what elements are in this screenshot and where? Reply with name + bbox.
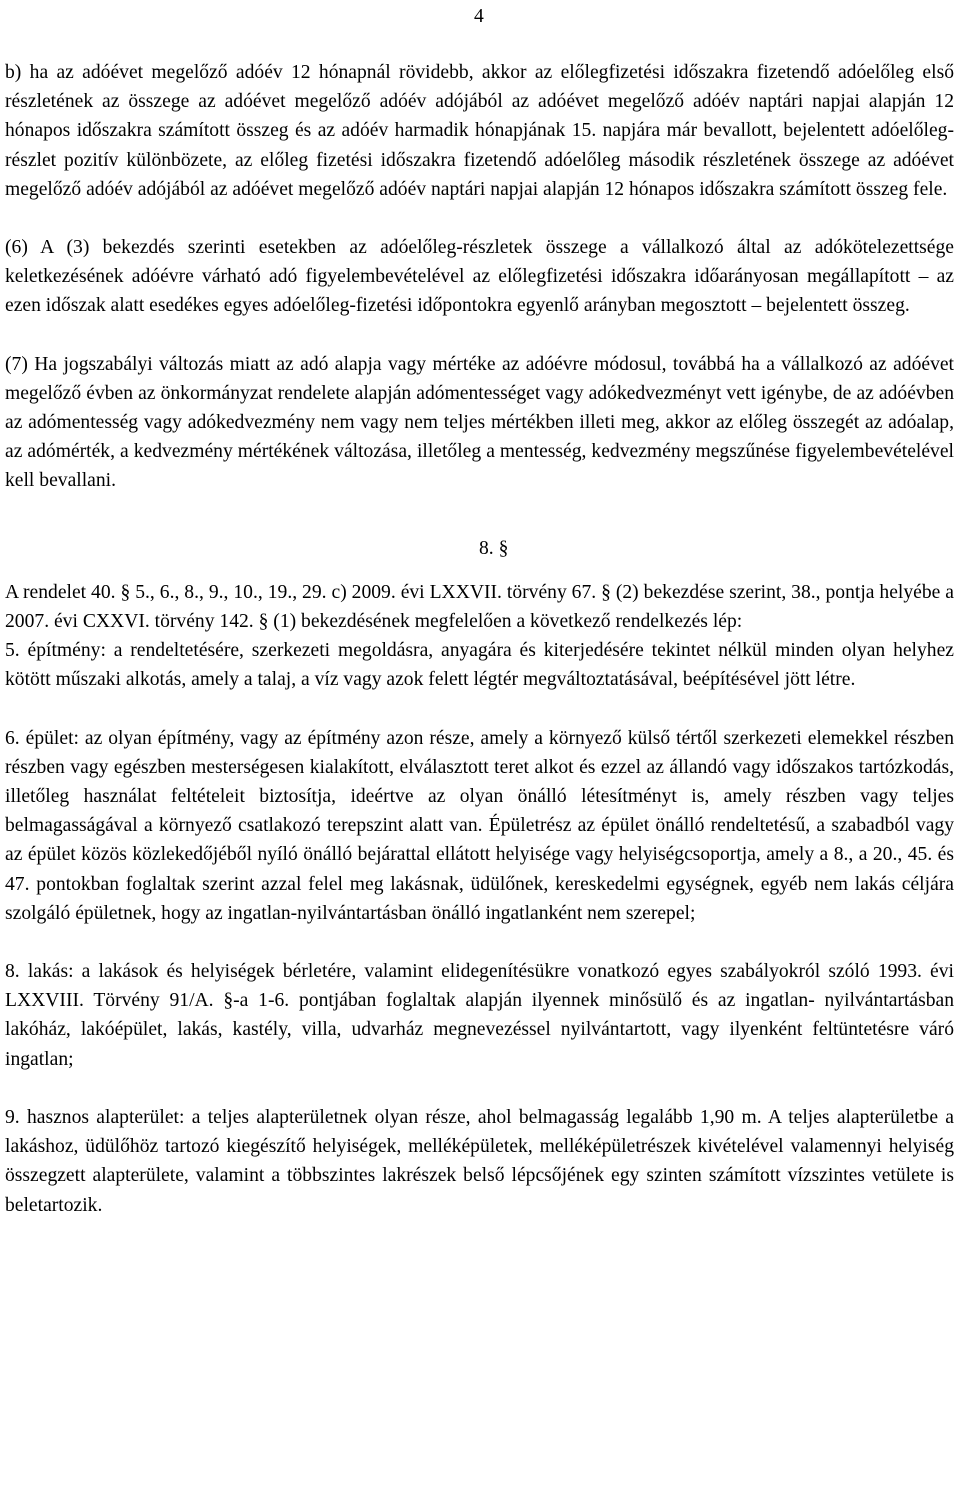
document-body (5, 58, 954, 1220)
page-number: 4 (474, 6, 484, 27)
amendment-intro: A rendelet 40. § 5., 6., 8., 9., 10., 19., 29. c) 2009. évi LXXVII. törvény 67. § (2) bekezdése szerint, 38., pontja helyébe a 2007. évi CXXVI. törvény 142. § (1) bekezdésének megfelelően a következő rendelkezés lép: (5, 581, 954, 633)
definition-9: 9. hasznos alapterület: a teljes alapterületnek olyan része, ahol belmagasság legalább 1,90 m. A teljes alapterületbe a lakáshoz, üdülőhöz tartozó kiegészítő helyiségek, melléképületek, melléképületrészek kivételével valamennyi helyiség összegzett alapterülete, valamint a többszintes lakrészek belső lépcsőjének egy szinten számított vízszintes vetülete is beletartozik. (5, 1106, 954, 1216)
definition-5: 5. építmény: a rendeltetésére, szerkezeti megoldásra, anyagára és kiterjedésére tekintet nélkül minden olyan helyhez kötött műszaki alkotás, amely a talaj, a víz vagy azok felett légtér megváltoztatásával, beépítésével jött létre. (5, 640, 954, 691)
section-heading: 8. § (479, 537, 509, 559)
definition-8: 8. lakás: a lakások és helyiségek bérletére, valamint elidegenítésükre vonatkozó egyes szabályokról szóló 1993. évi LXXVIII. Törvény 91/A. §-a 1-6. pontjában foglaltak alapján ilyennek minősülő és az ingatlan- nyilvántartásban lakóház, lakóépület, lakás, kastély, villa, udvarház megnevezéssel nyilvántartott, vagy ilyenként feltüntetésre váró ingatlan; (5, 961, 954, 1070)
definition-6: 6. épület: az olyan építmény, vagy az építmény azon része, amely a környező külső tértől szerkezeti elemekkel részben részben vagy egészben mesterségesen kialakított, elválasztott teret alkot és ezzel az állandó vagy időszakos tartózkodás, illetőleg használat feltételeit biztosítja, ideértve az olyan önálló létesítményt is, amely részben vagy teljes belmagasságával a környező csatlakozó terepszint alatt van. Épületrész az épület önálló rendeltetésű, a szabadból vagy az épület közös közlekedőjéből nyíló önálló bejárattal ellátott helyisége vagy helyiségcsoportja, amely a 8., a 20., 45. és 47. pontokban foglaltak szerint azzal felel meg lakásnak, üdülőnek, kereskedelmi egységnek, egyéb nem lakás céljára szolgáló épületnek, hogy az ingatlan-nyilvántartásban önálló ingatlanként nem szerepel; (5, 727, 954, 924)
paragraph-b: b) ha az adóévet megelőző adóév 12 hónapnál rövidebb, akkor az előlegfizetési időszakra fizetendő adóelőleg első részletének az összege az adóévet megelőző adóév adójából az adóévet megelőző adóév naptári napjai alapján 12 hónapos időszakra számított összeg és az adóév harmadik hónapjának 15. napjára már bevallott, bejelentett adóelőleg-részlet pozitív különbözete, az előleg fizetési időszakra fizetendő adóelőleg második részletének összege az adóévet megelőző adóév adójából az adóévet megelőző adóév naptári napjai alapján 12 hónapos időszakra számított összeg fele. (5, 62, 954, 200)
paragraph-6: (6) A (3) bekezdés szerinti esetekben az adóelőleg-részletek összege a vállalkozó által az adókötelezettsége keletkezésének adóévre várható adó figyelembevételével az előlegfizetési időszakra időarányosan megállapított – az ezen időszak alatt esedékes egyes adóelőleg-fizetési időpontokra egyenlő arányban megosztott – bejelentett összeg. (5, 237, 954, 317)
paragraph-7: (7) Ha jogszabályi változás miatt az adó alapja vagy mértéke az adóévre módosul, továbbá ha a vállalkozó az adóévet megelőző évben az önkormányzat rendelete alapján adómentességet vagy adókedvezményt vett igénybe, de az adóévben az adómentesség vagy adókedvezmény nem vagy nem teljes mértékben illeti meg, akkor az előleg összegét az adóalap, az adómérték, a kedvezmény mértékének változása, illetőleg a mentesség, kedvezmény megszűnése figyelembevételével kell bevallani. (5, 353, 954, 492)
